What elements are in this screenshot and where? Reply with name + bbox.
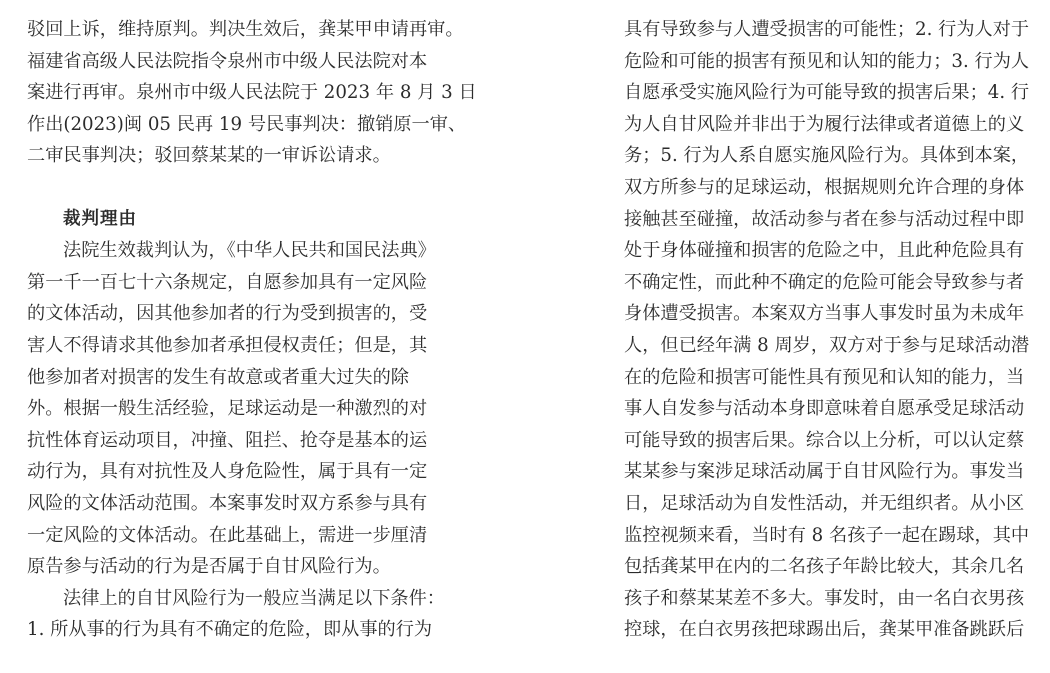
text-line: 具有导致参与人遭受损害的可能性；2. 行为人对于 <box>624 19 1030 40</box>
reason-paragraph <box>27 235 439 583</box>
right-column <box>624 14 1034 646</box>
text-line: 自愿承受实施风险行为可能导致的损害后果；4. 行 <box>624 82 1030 104</box>
text-line: 作出(2023)闽 05 民再 19 号民事判决：撤销原一审、 <box>27 113 467 135</box>
text-line: 法律上的自甘风险行为一般应当满足以下条件： <box>63 587 445 609</box>
text-line: 原告参与活动的行为是否属于自甘风险行为。 <box>27 556 391 578</box>
text-line: 人，但已经年满 8 周岁，双方对于参与足球活动潜 <box>624 334 1030 356</box>
text-line: 身体遭受损害。本案双方当事人事发时虽为未成年 <box>624 303 1025 325</box>
text-line: 务；5. 行为人系自愿实施风险行为。具体到本案， <box>624 145 1030 167</box>
text-line: 抗性体育运动项目，冲撞、阻拦、抢夺是基本的运 <box>27 429 428 451</box>
text-line: 日，足球活动为自发性活动，并无组织者。从小区 <box>624 492 1025 514</box>
text-line: 驳回上诉，维持原判。判决生效后，龚某甲申请再审。 <box>27 19 464 40</box>
text-line: 案进行再审。泉州市中级人民法院于 2023 年 8 月 3 日 <box>27 82 477 104</box>
text-line: 1. 所从事的行为具有不确定的危险，即从事的行为 <box>27 619 433 641</box>
text-line: 第一千一百七十六条规定，自愿参加具有一定风险 <box>27 271 428 293</box>
text-line: 他参加者对损害的发生有故意或者重大过失的除 <box>27 366 409 388</box>
text-line: 监控视频来看，当时有 8 名孩子一起在踢球，其中 <box>624 524 1030 546</box>
text-line: 动行为，具有对抗性及人身危险性，属于具有一定 <box>27 461 428 483</box>
intro-paragraph <box>27 14 477 172</box>
text-line: 包括龚某甲在内的二名孩子年龄比较大，其余几名 <box>624 556 1025 578</box>
text-line: 可能导致的损害后果。综合以上分析，可以认定蔡 <box>624 429 1025 451</box>
text-line: 某某参与案涉足球活动属于自甘风险行为。事发当 <box>624 461 1025 483</box>
text-line: 为人自甘风险并非出于为履行法律或者道德上的义 <box>624 113 1025 135</box>
text-line: 在的危险和损害可能性具有预见和认知的能力，当 <box>624 366 1025 388</box>
text-line: 处于身体碰撞和损害的危险之中，且此种危险具有 <box>624 240 1025 262</box>
text-line: 法院生效裁判认为，《中华人民共和国民法典》 <box>63 240 436 262</box>
conditions-paragraph <box>27 583 445 646</box>
text-line: 的文体活动，因其他参加者的行为受到损害的，受 <box>27 303 428 325</box>
text-line: 福建省高级人民法院指令泉州市中级人民法院对本 <box>27 50 428 72</box>
text-line: 接触甚至碰撞，故活动参与者在参与活动过程中即 <box>624 208 1025 230</box>
left-column <box>27 14 477 646</box>
paragraph-gap <box>27 172 439 204</box>
text-line: 风险的文体活动范围。本案事发时双方系参与具有 <box>27 492 428 514</box>
text-line: 孩子和蔡某某差不多大。事发时，由一名白衣男孩 <box>624 587 1025 609</box>
text-line: 双方所参与的足球运动，根据规则允许合理的身体 <box>624 176 1025 198</box>
section-heading: 裁判理由 <box>63 208 137 229</box>
text-line: 二审民事判决；驳回蔡某某的一审诉讼请求。 <box>27 145 391 167</box>
text-line: 害人不得请求其他参加者承担侵权责任；但是，其 <box>27 334 428 356</box>
text-line: 外。根据一般生活经验，足球运动是一种激烈的对 <box>27 398 428 420</box>
text-line: 不确定性，而此种不确定的危险可能会导致参与者 <box>624 271 1025 293</box>
text-line: 控球，在白衣男孩把球踢出后，龚某甲准备跳跃后 <box>624 619 1025 641</box>
text-line: 事人自发参与活动本身即意味着自愿承受足球活动 <box>624 398 1025 420</box>
text-line: 一定风险的文体活动。在此基础上，需进一步厘清 <box>27 524 428 546</box>
text-line: 危险和可能的损害有预见和认知的能力；3. 行为人 <box>624 50 1030 72</box>
